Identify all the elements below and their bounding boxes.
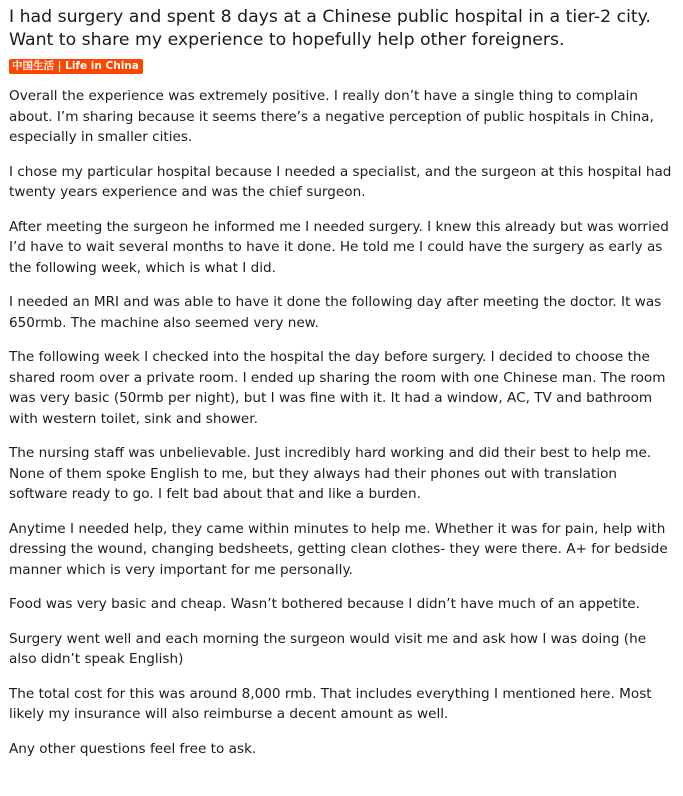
post-paragraph: I needed an MRI and was able to have it done the following day after meeting the doctor. It was 650rmb. The machine also seemed very new. (9, 294, 662, 331)
post-flair[interactable]: 中国生活 | Life in China (9, 59, 143, 74)
post-paragraph: The following week I checked into the hospital the day before surgery. I decided to choose the shared room over a private room. I ended up sharing the room with one Chinese man. The room was very basic (50rmb per night), but I was fine with it. It had a window, AC, TV and bathroom with western toilet, sink and shower. (9, 349, 666, 427)
post-paragraph: Overall the experience was extremely positive. I really don’t have a single thing to complain about. I’m sharing because it seems there’s a negative perception of public hospitals in China, especially in smaller cities. (9, 88, 654, 145)
post-paragraph: Any other questions feel free to ask. (9, 740, 257, 757)
post-title[interactable]: I had surgery and spent 8 days at a Chinese public hospital in a tier-2 city. Want to share my experience to hopefully help other foreigners. (9, 7, 651, 50)
post-paragraph: Surgery went well and each morning the surgeon would visit me and ask how I was doing (he also didn’t speak English) (9, 630, 647, 667)
post-paragraph: The total cost for this was around 8,000 rmb. That includes everything I mentioned here. Most likely my insurance will also reimburse a decent amount as well. (9, 685, 652, 722)
post-paragraph: Food was very basic and cheap. Wasn’t bothered because I didn’t have much of an appetite. (9, 596, 640, 612)
post-paragraph: I chose my particular hospital because I needed a specialist, and the surgeon at this hospital had twenty years experience and was the chief surgeon. (9, 163, 672, 200)
post-paragraph: The nursing staff was unbelievable. Just incredibly hard working and did their best to help me. None of them spoke English to me, but they always had their phones out with translation software ready to go. I felt bad about that and like a burden. (9, 445, 652, 502)
post-paragraph: After meeting the surgeon he informed me I needed surgery. I knew this already but was worried I’d have to wait several months to have it done. He told me I could have the surgery as early as the following week, which is what I did. (9, 218, 669, 276)
post-body (9, 86, 675, 759)
post-paragraph: Anytime I needed help, they came within minutes to help me. Whether it was for pain, help with dressing the wound, changing bedsheets, getting clean clothes- they were there. A+ for bedside manner which is very important for me personally. (9, 520, 668, 578)
